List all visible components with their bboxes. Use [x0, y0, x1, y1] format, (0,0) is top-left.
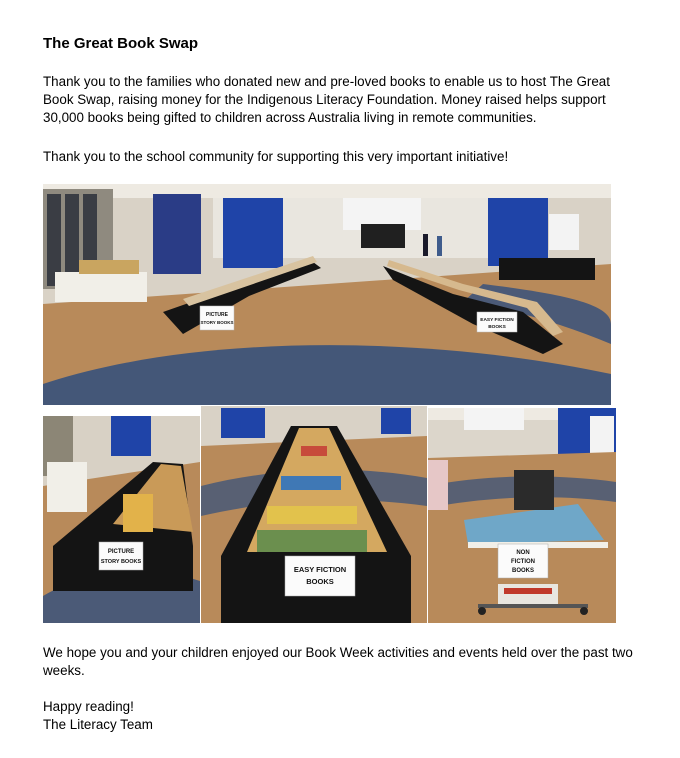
page-title: The Great Book Swap — [43, 35, 199, 52]
photo-b-sign-line1: EASY FICTION — [293, 565, 347, 574]
signoff — [43, 698, 643, 734]
picture-story-books-photo — [43, 416, 200, 623]
photo-c-sign-line2: FICTION — [511, 559, 535, 565]
book-swap-hall-photo — [43, 184, 611, 405]
main-picture-story-sign-line2: STORY BOOKS — [200, 320, 234, 325]
main-picture-story-sign-line1: PICTURE — [206, 312, 228, 318]
main-easy-fiction-sign-line1: EASY FICTION — [480, 318, 514, 323]
photo-c-sign-line3: BOOKS — [511, 568, 535, 574]
photo-c-sign-line1: NON — [516, 550, 530, 556]
book-week-paragraph: We hope you and your children enjoyed our Book Week activities and events held over the past two weeks. — [43, 645, 633, 678]
main-easy-fiction-sign-line2: BOOKS — [488, 325, 506, 330]
photo-b-sign-line2: BOOKS — [306, 577, 334, 586]
non-fiction-books-photo — [428, 408, 616, 623]
thank-you-families-paragraph: Thank you to the families who donated new and pre-loved books to enable us to host The Great Book Swap, raising money for the Indigenous Literacy Foundation. Money raised helps support 30,000 books being gifted to children across Australia living in remote communities. — [43, 74, 610, 125]
photo-a-sign-line2: STORY BOOKS — [100, 559, 142, 565]
signoff-line-literacy-team: The Literacy Team — [43, 717, 153, 732]
thank-you-community-paragraph: Thank you to the school community for supporting this very important initiative! — [43, 149, 509, 164]
signoff-line-happy-reading: Happy reading! — [43, 699, 134, 714]
photo-a-sign-line1: PICTURE — [107, 549, 135, 555]
easy-fiction-books-photo — [201, 406, 427, 623]
